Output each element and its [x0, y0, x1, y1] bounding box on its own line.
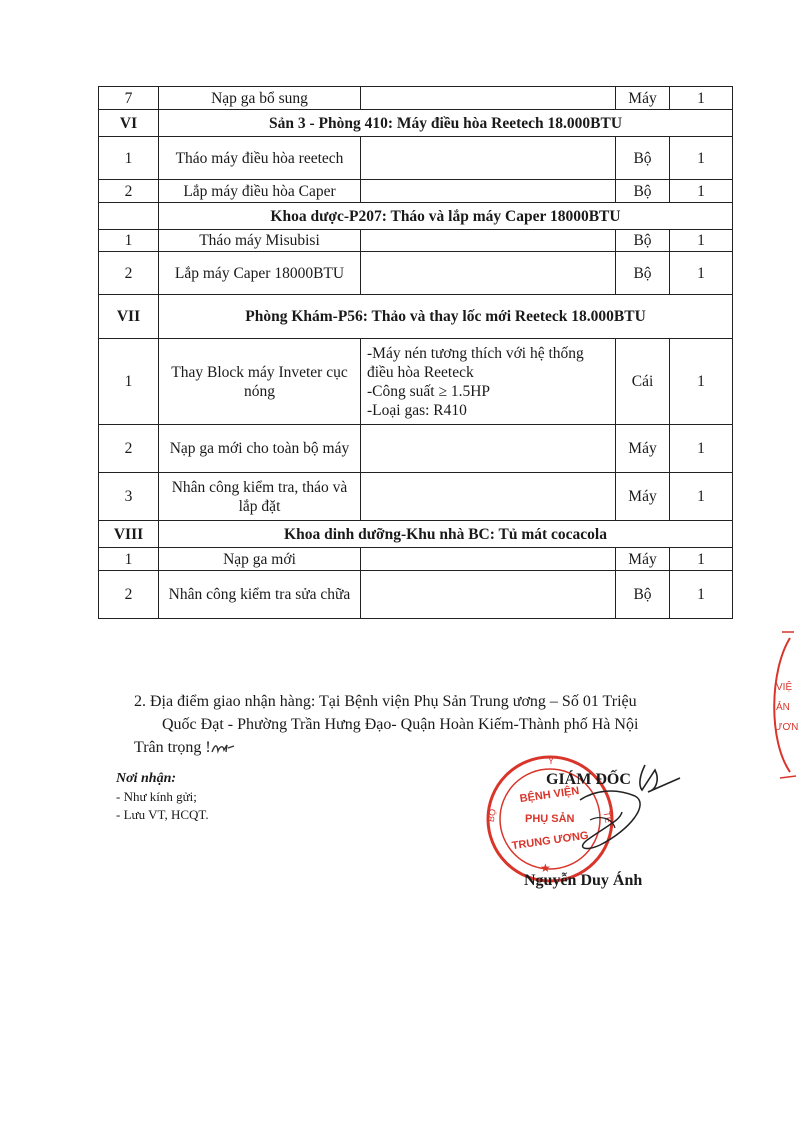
table-body: [99, 87, 733, 619]
initials-scribble: [211, 742, 235, 754]
item-spec: [361, 137, 616, 180]
recipients-block: [116, 770, 209, 824]
table-row: [99, 548, 733, 571]
item-unit: Máy: [616, 425, 670, 473]
item-number: 1: [99, 137, 159, 180]
spec-line: -Máy nén tương thích với hệ thống điều hòa Reeteck: [367, 344, 584, 381]
item-spec: [361, 571, 616, 619]
item-name: Lắp máy Caper 18000BTU: [159, 252, 361, 295]
item-spec: [361, 548, 616, 571]
item-spec: [361, 425, 616, 473]
notes-block: [134, 690, 734, 759]
item-quantity: 1: [670, 339, 733, 425]
item-unit: Bộ: [616, 230, 670, 252]
stamp-outer-left: BỘ: [485, 808, 498, 823]
item-number: 2: [99, 571, 159, 619]
section-row: [99, 521, 733, 548]
table-row: [99, 571, 733, 619]
section-title: Khoa dược-P207: Tháo và lắp máy Caper 18000BTU: [159, 203, 733, 230]
item-unit: Bộ: [616, 137, 670, 180]
section-title: Khoa dinh dưỡng-Khu nhà BC: Tủ mát cocacola: [159, 521, 733, 548]
item-unit: Bộ: [616, 571, 670, 619]
item-name: Tháo máy Misubisi: [159, 230, 361, 252]
delivery-location-line-1: 2. Địa điểm giao nhận hàng: Tại Bệnh viện Phụ Sản Trung ương – Số 01 Triệu: [134, 693, 637, 710]
spec-line: -Công suất ≥ 1.5HP: [367, 382, 491, 400]
section-number: VIII: [99, 521, 159, 548]
stamp-outer-top: Y: [548, 756, 555, 766]
item-name: Nạp ga mới: [159, 548, 361, 571]
item-spec: [361, 180, 616, 203]
recipient-line: - Như kính gửi;: [116, 789, 197, 804]
section-row: [99, 295, 733, 339]
section-row: [99, 203, 733, 230]
item-number: 2: [99, 252, 159, 295]
closing-line: [134, 736, 734, 759]
table-row: [99, 180, 733, 203]
stamp-line-3: TRUNG ƯƠNG: [511, 829, 590, 853]
item-spec: [361, 339, 616, 425]
closing-text: Trân trọng !: [134, 739, 211, 756]
item-quantity: 1: [670, 425, 733, 473]
item-unit: Cái: [616, 339, 670, 425]
item-name: Lắp máy điều hòa Caper: [159, 180, 361, 203]
item-spec: [361, 252, 616, 295]
table-row: [99, 425, 733, 473]
item-spec: [361, 473, 616, 521]
partial-stamp-right-edge: [760, 630, 800, 780]
item-unit: Bộ: [616, 180, 670, 203]
item-name: Nhân công kiểm tra sửa chữa: [159, 571, 361, 619]
spec-line: -Loại gas: R410: [367, 401, 467, 419]
item-unit: Bộ: [616, 252, 670, 295]
section-number: VI: [99, 110, 159, 137]
table-row: [99, 87, 733, 110]
table-row: [99, 230, 733, 252]
table-row: [99, 137, 733, 180]
stamp-star-icon: ★: [540, 861, 551, 875]
item-number: 2: [99, 425, 159, 473]
recipient-line: - Lưu VT, HCQT.: [116, 807, 209, 822]
item-name: Tháo máy điều hòa reetech: [159, 137, 361, 180]
item-name: Nạp ga mới cho toàn bộ máy: [159, 425, 361, 473]
item-name: Nạp ga bổ sung: [159, 87, 361, 110]
item-quantity: 1: [670, 571, 733, 619]
edge-stamp-line-3: ƯƠN: [774, 722, 799, 733]
edge-stamp-line-1: VIỆ: [776, 682, 793, 693]
item-number: 7: [99, 87, 159, 110]
section-number: [99, 203, 159, 230]
handwritten-signature: [560, 760, 690, 870]
signer-name: Nguyễn Duy Ánh: [524, 872, 643, 889]
item-spec: [361, 230, 616, 252]
stamp-line-2: PHỤ SẢN: [525, 813, 575, 825]
section-row: [99, 110, 733, 137]
table-row: [99, 473, 733, 521]
stamp-outer-right: TẾ: [601, 810, 614, 824]
recipients-title: Nơi nhận:: [116, 771, 177, 786]
item-number: 2: [99, 180, 159, 203]
item-number: 1: [99, 230, 159, 252]
item-unit: Máy: [616, 87, 670, 110]
table-row: [99, 339, 733, 425]
signer-title: GIÁM ĐỐC: [546, 771, 631, 788]
item-quantity: 1: [670, 87, 733, 110]
edge-stamp-line-2: ẢN: [776, 702, 790, 713]
section-title: Sản 3 - Phòng 410: Máy điều hòa Reetech 18.000BTU: [159, 110, 733, 137]
item-number: 3: [99, 473, 159, 521]
stamp-line-1: BỆNH VIỆN: [519, 784, 581, 806]
item-number: 1: [99, 548, 159, 571]
item-quantity: 1: [670, 180, 733, 203]
table-row: [99, 252, 733, 295]
item-name: Thay Block máy Inveter cục nóng: [159, 339, 361, 425]
section-title: Phòng Khám-P56: Thảo và thay lốc mới Reeteck 18.000BTU: [159, 295, 733, 339]
item-unit: Máy: [616, 473, 670, 521]
item-number: 1: [99, 339, 159, 425]
item-unit: Máy: [616, 548, 670, 571]
item-name: Nhân công kiểm tra, tháo và lắp đặt: [159, 473, 361, 521]
item-quantity: 1: [670, 252, 733, 295]
work-items-table: [98, 86, 733, 619]
item-quantity: 1: [670, 548, 733, 571]
item-quantity: 1: [670, 473, 733, 521]
delivery-location-line-2: Quốc Đạt - Phường Trần Hưng Đạo- Quận Hoàn Kiếm-Thành phố Hà Nội: [162, 716, 639, 733]
item-spec: [361, 87, 616, 110]
item-quantity: 1: [670, 137, 733, 180]
section-number: VII: [99, 295, 159, 339]
item-quantity: 1: [670, 230, 733, 252]
